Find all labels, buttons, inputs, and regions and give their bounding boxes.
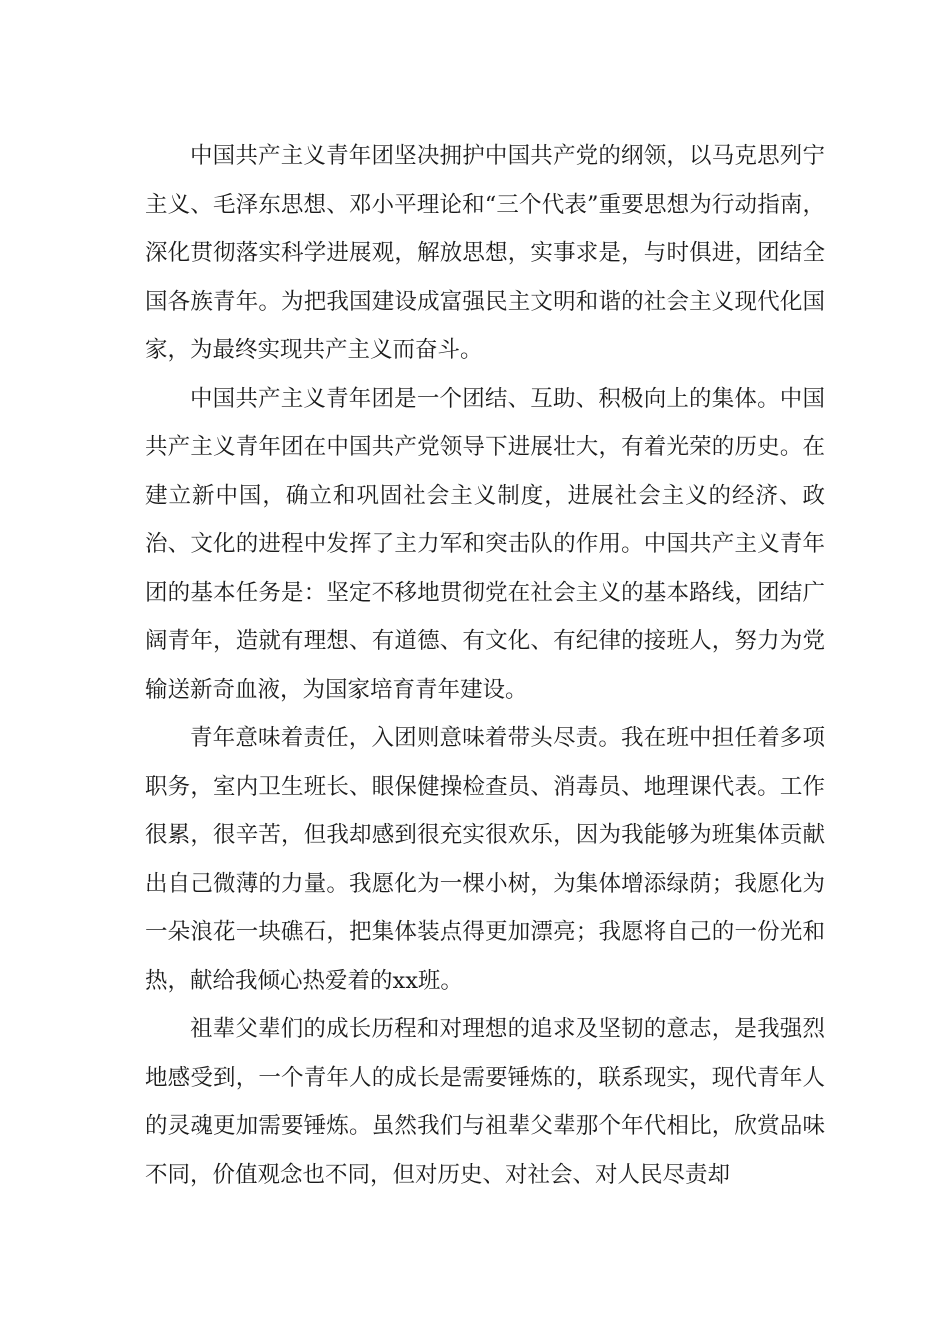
paragraph-1: 中国共产主义青年团坚决拥护中国共产党的纲领，以马克思列宁主义、毛泽东思想、邓小平理论和“三个代表”重要思想为行动指南，深化贯彻落实科学进展观，解放思想，实事求是，与时俱进，团结全国各族青年。为把我国建设成富强民主文明和谐的社会主义现代化国家，为最终实现共产主义而奋斗。 xyxy=(145,143,825,363)
paragraph-2: 中国共产主义青年团是一个团结、互助、积极向上的集体。中国共产主义青年团在中国共产党领导下进展壮大，有着光荣的历史。在建立新中国，确立和巩固社会主义制度，进展社会主义的经济、政治、文化的进程中发挥了主力军和突击队的作用。中国共产主义青年团的基本任务是：坚定不移地贯彻党在社会主义的基本路线，团结广阔青年，造就有理想、有道德、有文化、有纪律的接班人，努力为党输送新奇血液，为国家培育青年建设。 xyxy=(145,385,825,703)
paragraph-4: 祖辈父辈们的成长历程和对理想的追求及坚韧的意志，是我强烈地感受到，一个青年人的成长是需要锤炼的，联系现实，现代青年人的灵魂更加需要锤炼。虽然我们与祖辈父辈那个年代相比，欣赏品味不同，价值观念也不同，但对历史、对社会、对人民尽责却 xyxy=(145,1016,825,1188)
document-body xyxy=(145,132,825,1199)
paragraph-3: 青年意味着责任，入团则意味着带头尽责。我在班中担任着多项职务，室内卫生班长、眼保健操检查员、消毒员、地理课代表。工作很累，很辛苦，但我却感到很充实很欢乐，因为我能够为班集体贡献出自己微薄的力量。我愿化为一棵小树，为集体增添绿荫；我愿化为一朵浪花一块礁石，把集体装点得更加漂亮；我愿将自己的一份光和热，献给我倾心热爱着的xx班。 xyxy=(145,725,825,994)
